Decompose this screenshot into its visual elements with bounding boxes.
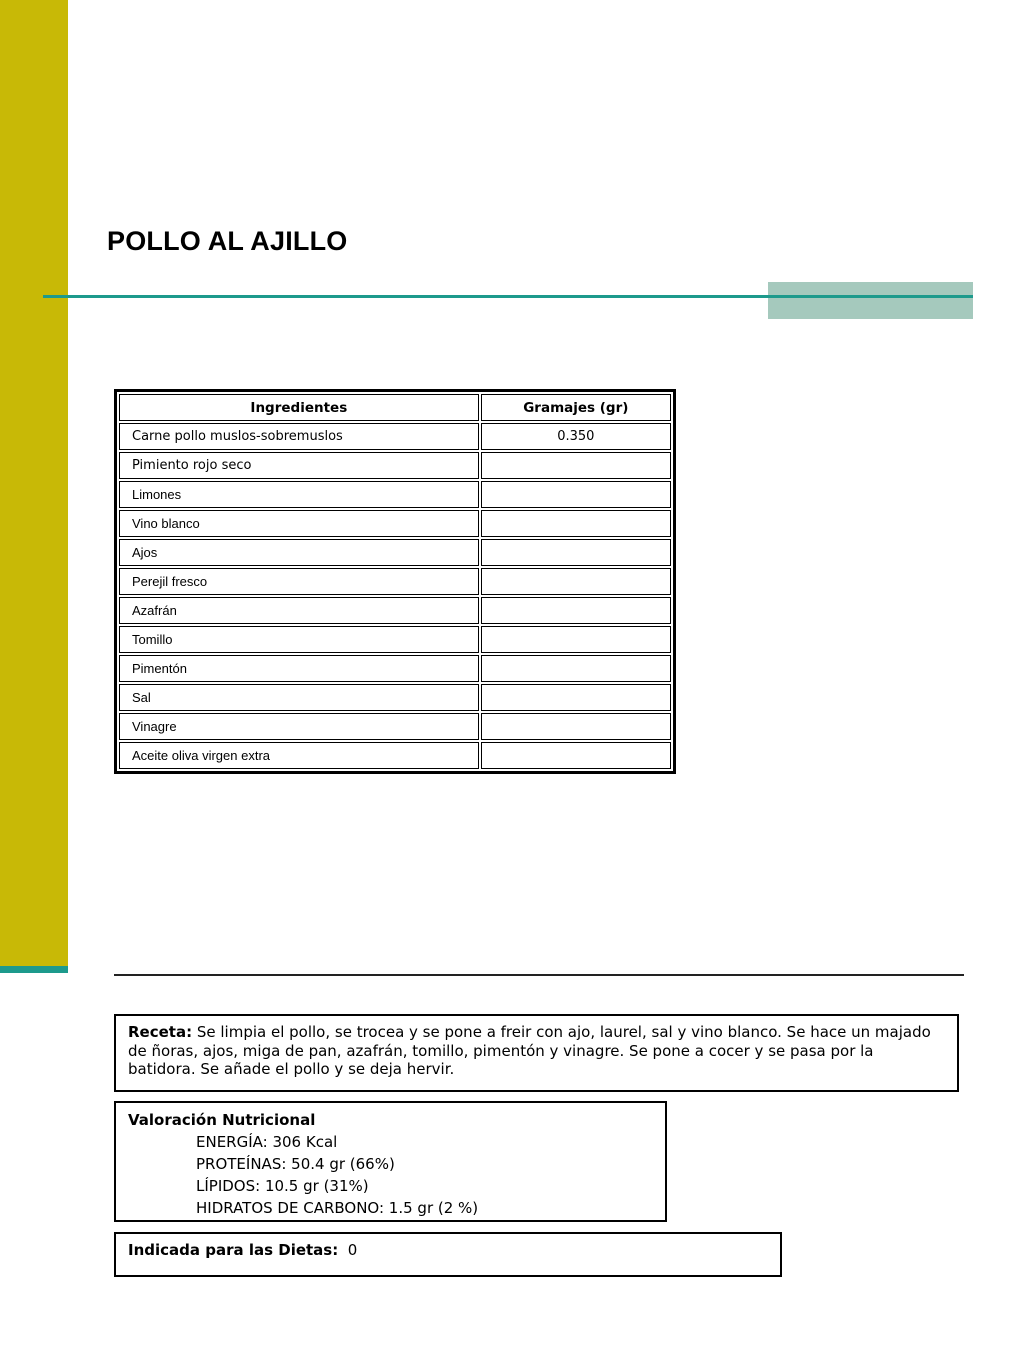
column-header-ingredients: Ingredientes xyxy=(119,394,479,421)
ingredient-name: Ajos xyxy=(119,539,479,566)
ingredient-name: Sal xyxy=(119,684,479,711)
nutrition-lipids: LÍPIDOS: 10.5 gr (31%) xyxy=(196,1177,369,1195)
table-row xyxy=(119,452,671,479)
title-accent-block xyxy=(768,282,973,319)
table-row xyxy=(119,655,671,682)
table-row xyxy=(119,423,671,450)
ingredient-qty xyxy=(481,626,671,653)
ingredient-qty xyxy=(481,597,671,624)
ingredient-qty xyxy=(481,539,671,566)
table-header-row xyxy=(119,394,671,421)
ingredient-name: Vino blanco xyxy=(119,510,479,537)
ingredient-qty xyxy=(481,655,671,682)
sidebar-accent-line xyxy=(0,966,68,973)
ingredient-qty: 0.350 xyxy=(481,423,671,450)
table-row xyxy=(119,742,671,769)
ingredient-qty xyxy=(481,684,671,711)
table-row xyxy=(119,510,671,537)
ingredient-qty xyxy=(481,568,671,595)
recipe-label: Receta: xyxy=(128,1023,193,1041)
diet-value: 0 xyxy=(347,1241,358,1259)
diet-label: Indicada para las Dietas: xyxy=(128,1241,339,1259)
ingredient-qty xyxy=(481,713,671,740)
page-title: POLLO AL AJILLO xyxy=(107,226,348,256)
diet-box xyxy=(114,1232,782,1277)
recipe-text: Se limpia el pollo, se trocea y se pone a freir con ajo, laurel, sal y vino blanco. Se hace un majado de ñoras, ajos, miga de pan, azafrán, tomillo, pimentón y vinagre. Se pone a cocer y se pasa por la batidora. Se añade el pollo y se deja hervir. xyxy=(128,1023,931,1078)
table-row xyxy=(119,626,671,653)
table-row xyxy=(119,481,671,508)
ingredient-name: Pimiento rojo seco xyxy=(119,452,479,479)
ingredients-table xyxy=(114,389,676,774)
nutrition-proteins: PROTEÍNAS: 50.4 gr (66%) xyxy=(196,1155,395,1173)
nutrition-label: Valoración Nutricional xyxy=(128,1111,316,1129)
ingredient-name: Aceite oliva virgen extra xyxy=(119,742,479,769)
ingredient-name: Carne pollo muslos-sobremuslos xyxy=(119,423,479,450)
table-row xyxy=(119,597,671,624)
nutrition-box xyxy=(114,1101,667,1222)
ingredient-name: Pimentón xyxy=(119,655,479,682)
column-header-grams: Gramajes (gr) xyxy=(481,394,671,421)
ingredient-name: Tomillo xyxy=(119,626,479,653)
title-rule-overlay xyxy=(768,295,973,298)
ingredient-name: Vinagre xyxy=(119,713,479,740)
section-divider xyxy=(114,974,964,976)
table-row xyxy=(119,568,671,595)
sidebar-decoration xyxy=(0,0,68,966)
table-row xyxy=(119,713,671,740)
ingredient-qty xyxy=(481,481,671,508)
nutrition-energy: ENERGÍA: 306 Kcal xyxy=(196,1133,338,1151)
ingredient-qty xyxy=(481,742,671,769)
nutrition-carbs: HIDRATOS DE CARBONO: 1.5 gr (2 %) xyxy=(196,1199,479,1217)
ingredient-name: Perejil fresco xyxy=(119,568,479,595)
ingredient-qty xyxy=(481,452,671,479)
ingredient-qty xyxy=(481,510,671,537)
recipe-box xyxy=(114,1014,959,1092)
ingredient-name: Limones xyxy=(119,481,479,508)
ingredient-name: Azafrán xyxy=(119,597,479,624)
table-row xyxy=(119,684,671,711)
table-row xyxy=(119,539,671,566)
